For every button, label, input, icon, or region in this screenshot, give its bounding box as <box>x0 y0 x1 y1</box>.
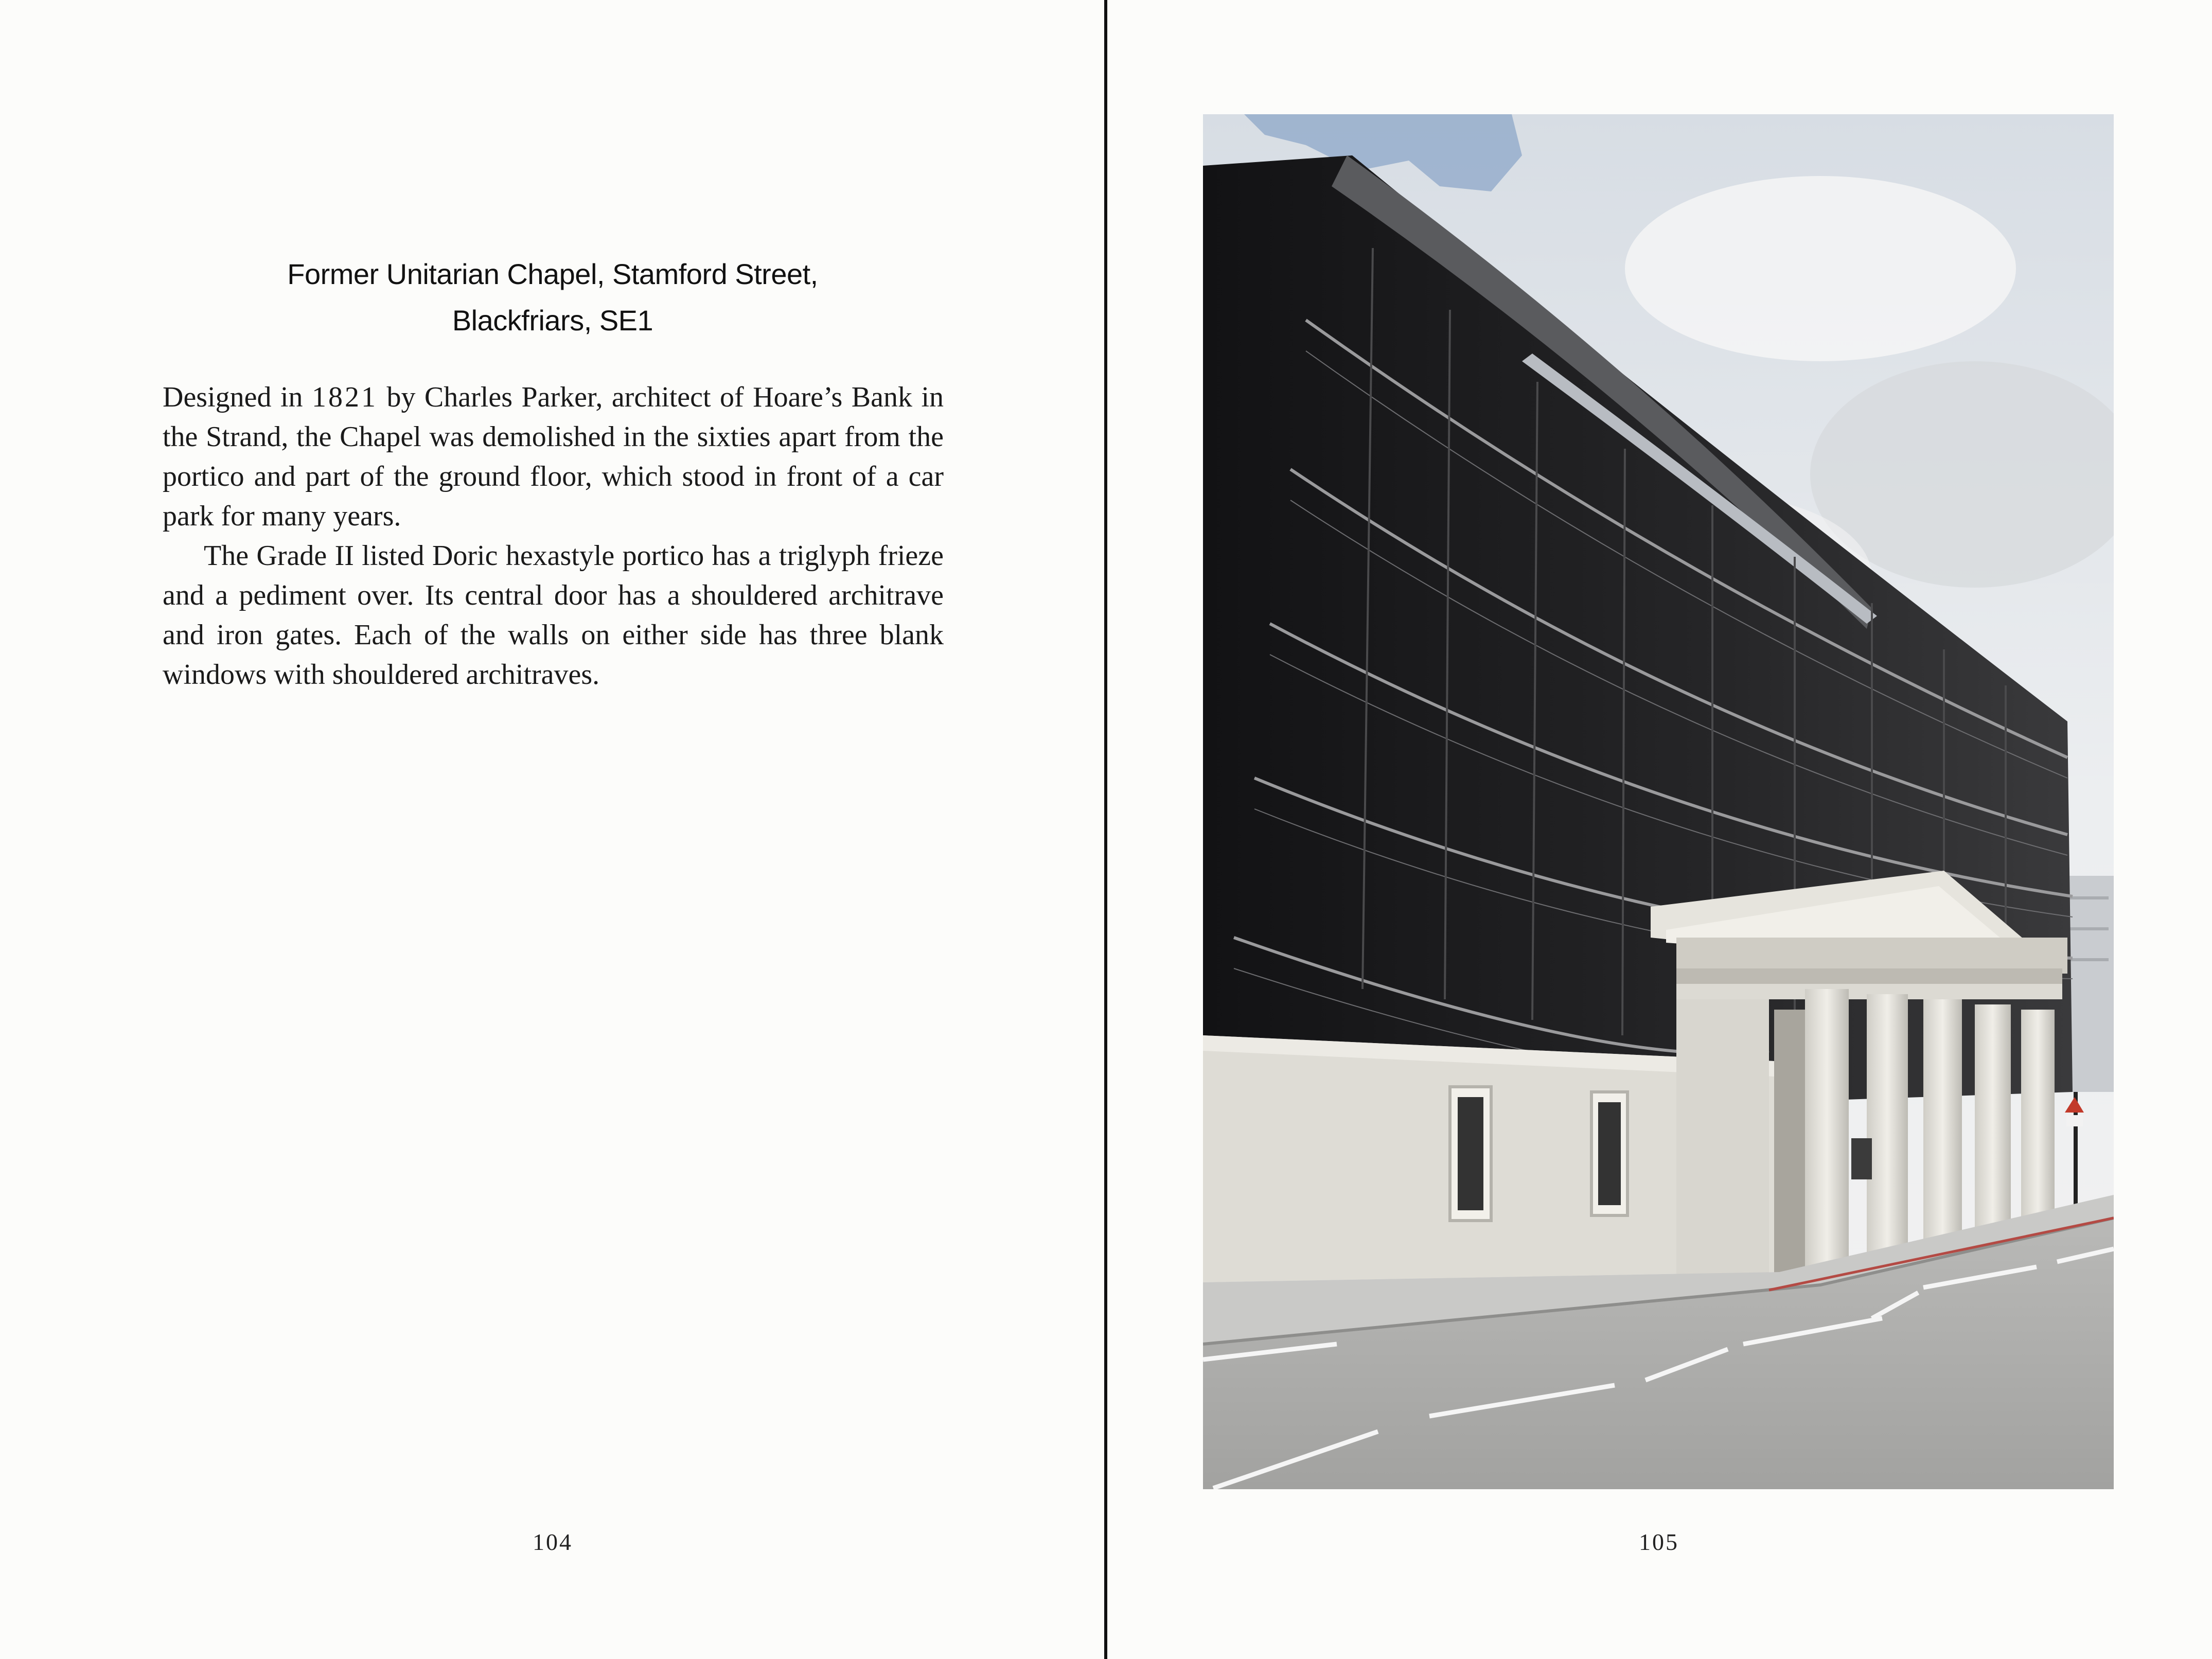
photo-illustration <box>1203 114 2114 1489</box>
paragraph-2: The Grade II listed Doric hexastyle portico has a triglyph frieze and a pediment over. Its central door has a shouldered architrave and iron gates. Each of the walls on either side has three blank windows with shouldered architraves. <box>163 540 944 691</box>
page-number-right: 105 <box>1639 1529 1679 1555</box>
paragraph-1-lead: Designed in <box>163 381 312 413</box>
left-page <box>0 0 1105 1659</box>
cloud <box>1625 176 2016 361</box>
page-number-left: 104 <box>533 1529 573 1555</box>
body-text <box>163 378 944 695</box>
year-1821: 1821 <box>312 381 378 413</box>
building-photograph <box>1203 114 2114 1489</box>
chapter-heading <box>154 251 951 344</box>
heading-line-2: Blackfriars, SE1 <box>452 304 653 337</box>
paragraph-1-rest: by Charles Parker, architect of Hoare’s Bank in the Strand, the Chapel was demolished in the sixties apart from the portico and part of the ground floor, which stood in front of a car park for many years. <box>163 381 944 532</box>
heading-line-1: Former Unitarian Chapel, Stamford Street, <box>287 258 818 290</box>
paragraph-1 <box>163 378 944 536</box>
